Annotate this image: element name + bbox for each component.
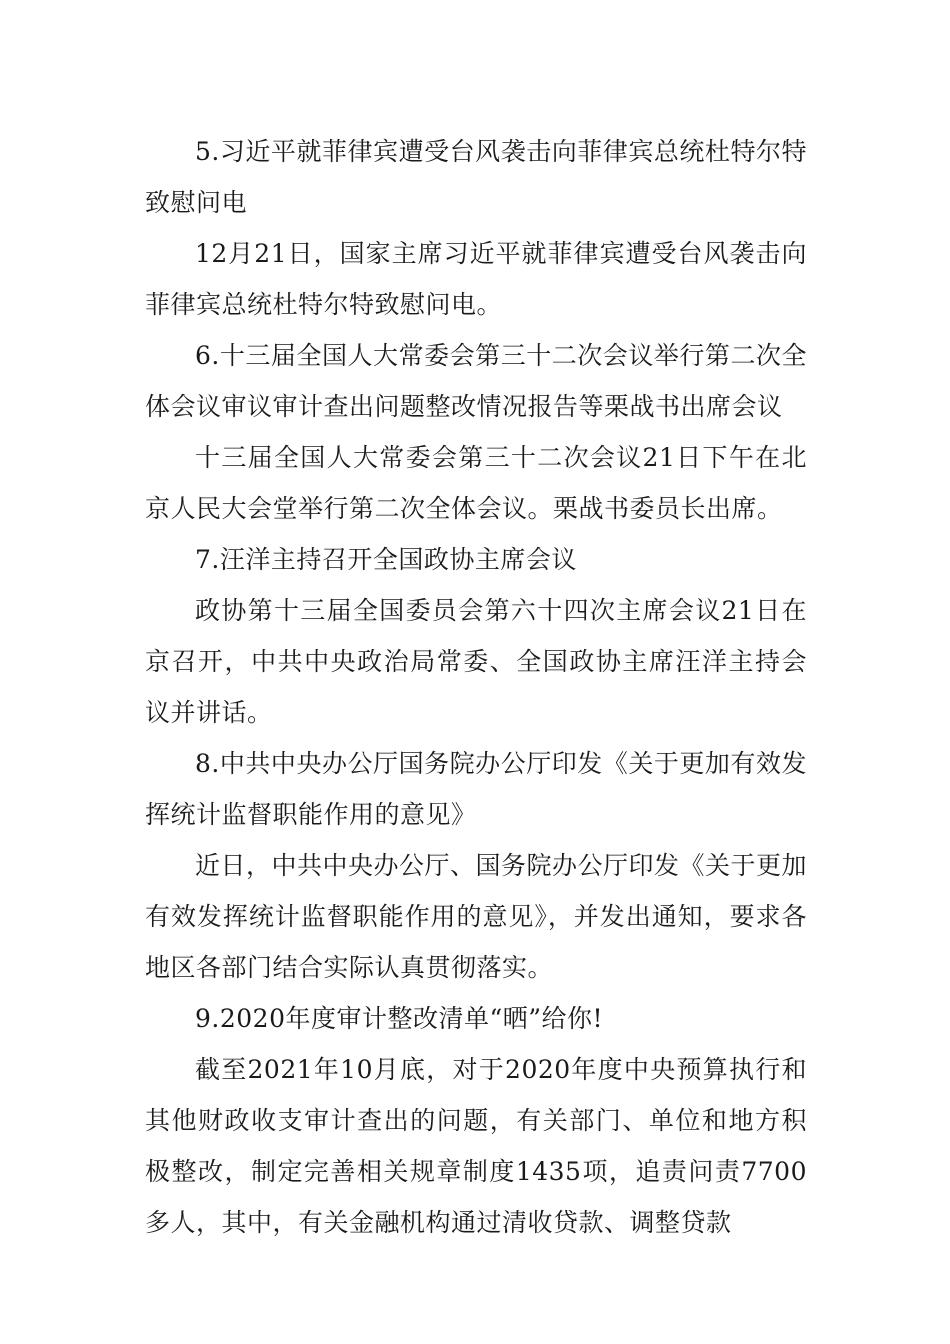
news-body-9: 截至2021年10月底，对于2020年度中央预算执行和其他财政收支审计查出的问题，有关部门、单位和地方积极整改，制定完善相关规章制度1435项，追责问责7700多人，其中，有关金融机构通过清收贷款、调整贷款 (145, 1055, 807, 1237)
news-body-5: 12月21日，国家主席习近平就菲律宾遭受台风袭击向菲律宾总统杜特尔特致慰问电。 (145, 239, 807, 319)
news-body-7: 政协第十三届全国委员会第六十四次主席会议21日在京召开，中共中央政治局常委、全国政协主席汪洋主持会议并讲话。 (145, 596, 807, 727)
news-heading-7: 7.汪洋主持召开全国政协主席会议 (195, 545, 577, 574)
document-body (145, 126, 807, 1248)
news-heading-5: 5.习近平就菲律宾遭受台风袭击向菲律宾总统杜特尔特致慰问电 (145, 137, 807, 217)
news-heading-6: 6.十三届全国人大常委会第三十二次会议举行第二次全体会议审议审计查出问题整改情况报告等栗战书出席会议 (145, 341, 807, 421)
news-body-6: 十三届全国人大常委会第三十二次会议21日下午在北京人民大会堂举行第二次全体会议。栗战书委员长出席。 (145, 443, 807, 523)
news-heading-9: 9.2020年度审计整改清单“晒”给你! (195, 1004, 604, 1033)
news-body-8: 近日，中共中央办公厅、国务院办公厅印发《关于更加有效发挥统计监督职能作用的意见》，并发出通知，要求各地区各部门结合实际认真贯彻落实。 (145, 851, 808, 982)
news-heading-8: 8.中共中央办公厅国务院办公厅印发《关于更加有效发挥统计监督职能作用的意见》 (145, 749, 807, 829)
